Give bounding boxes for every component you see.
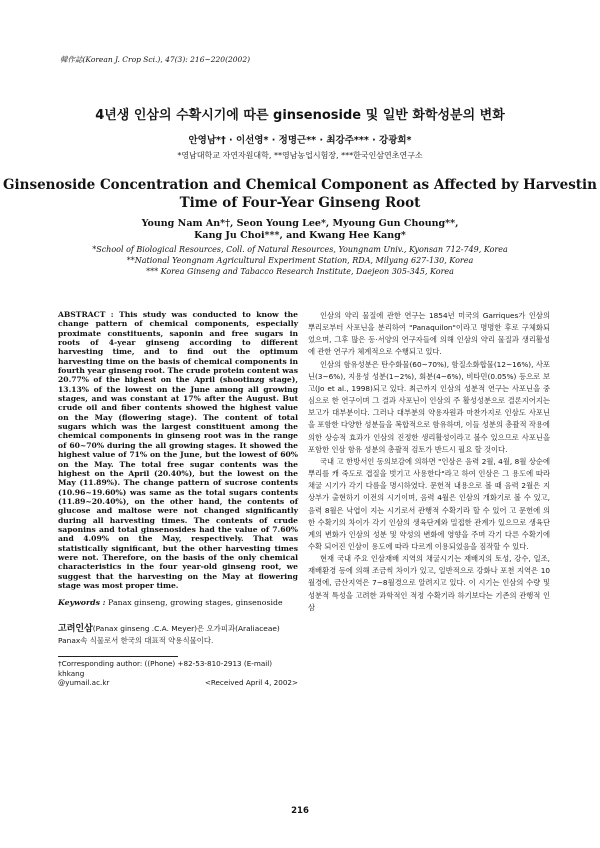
- body-paragraph: 국내 고 한방서인 동의보감에 의하면 "인삼은 음력 2월, 4월, 8월 상순에 뿌리를 캐 죽도로 겹질을 벗기고 사용한다"라고 하여 인삼은 그 용도에 따라 채굴 시기가 각기 다름을 명시하였다. 문헌적 내용으로 볼 때 음력 2월은 지상부가 출현하기 이전의 시기이며, 음력 4월은 인삼의 개화기로 볼 수 있고, 음력 8월은 낙엽이 지는 시기로서 관행적 수확기라 할 수 있어 고 문헌에 의한 수확기의 차이가 각기 인삼의 생육단계와 밀접한 관계가 있으므로 생육단계의 변화가 인삼의 성분 및 약성의 변화에 영향을 주며 각기 다른 수확기에 수확 되어진 인삼이 용도에 따라 다르게 이용되었음을 짐작할 수 있다.: [308, 456, 550, 551]
- intro-line2: Panax속 식물로서 한국의 대표적 약용식물이다.: [58, 636, 214, 646]
- journal-citation: 韓作誌(Korean J. Crop Sci.), 47(3): 216~220(2002): [60, 55, 251, 64]
- intro-paragraph: [58, 623, 298, 646]
- english-authors-line1: Young Nam An*†, Seon Young Lee*, Myoung Gun Choung**,: [141, 218, 459, 229]
- footnote-author: †Corresponding author: ((Phone) +82-53-810-2913 (E-mail) khkang: [58, 659, 273, 678]
- right-column: [308, 310, 550, 614]
- footnote-email: @yumail.ac.kr: [58, 678, 110, 688]
- footnote-divider: [58, 656, 178, 657]
- keywords: [58, 598, 298, 607]
- footnote: [58, 659, 298, 688]
- left-column: [58, 310, 298, 688]
- keywords-label: Keywords :: [58, 598, 106, 608]
- affiliation-line: *School of Biological Resources, Coll. of Natural Resources, Youngnam Univ., Kyonsan 712-749, Korea: [92, 245, 508, 254]
- english-affiliations: [0, 244, 600, 277]
- intro-line1: (Panax ginseng .C.A. Meyer)은 오가피과(Araliaceae): [92, 624, 280, 634]
- korean-authors: 안영남*† · 이선영* · 정명근** · 최강주*** · 강광희*: [188, 135, 412, 146]
- body-paragraph: 현재 국내 주요 인삼재배 지역의 채굴시기는 재배지의 토성, 강수, 일조, 재배환경 등에 의해 조금씩 차이가 있고, 일반적으로 강화나 포천 지역은 10월경에, 금산지역은 7~8월경으로 알려지고 있다. 이 시기는 인삼의 수량 및 성분적 특성을 고려한 과학적인 적정 수확기라 하기보다는 기존의 관행적 인삼: [308, 554, 550, 612]
- affiliation-line: **National Yeongnam Agricultural Experiment Station, RDA, Milyang 627-130, Korea: [126, 256, 474, 265]
- affiliation-line: *** Korea Ginseng and Tabacco Research Institute, Daejeon 305-345, Korea: [146, 267, 454, 276]
- english-title: Ginsenoside Concentration and Chemical Component as Affected by Harvestin Time of Four-Year Ginseng Root: [3, 177, 597, 211]
- korean-affiliations: *영남대학교 자연자원대학, **영남농업시험장, ***한국인삼연초연구소: [177, 151, 423, 160]
- received-date: <Received April 4, 2002>: [204, 678, 298, 688]
- korean-title: 4년생 인삼의 수확시기에 따른 ginsenoside 및 일반 화학성분의 변화: [95, 108, 505, 123]
- keywords-value: Panax ginseng, growing stages, ginsenoside: [108, 598, 283, 608]
- body-paragraph: 인삼의 약리 물질에 관한 연구는 1854년 미국의 Garriques가 인삼의 뿌리로부터 사포닌을 분리하여 "Panaquilon"이라고 명명한 후로 구체화되었으며, 그후 많은 동·서양의 연구자들에 의해 인삼의 약리 물질과 생리활성에 관한 연구가 체계적으로 수행되고 있다.: [308, 311, 550, 357]
- english-authors: [0, 218, 600, 242]
- abstract-label: ABSTRACT :: [58, 310, 114, 319]
- intro-lead-word: 고려인삼: [58, 624, 93, 635]
- body-paragraph: 인삼의 함유성분은 탄수화물(60~70%), 함질소화합물(12~16%), 사포닌(3~6%), 지용성 성분(1~2%), 회분(4~6%), 비타민(0.05%) 등으로 보고(Jo et al., 1998)되고 있다. 최근까지 인삼의 성분적 연구는 사포닌을 중심으로 한 연구이며 그 결과 사포닌이 인삼의 주 활성성분으로 결론지어지는 보고가 대부분이다. 그러나 대부분의 약용자원과 마찬가지로 인삼도 사포닌을 포함한 다양한 성분들을 복합적으로 함유하며, 이들 성분의 총괄적 작용에 의한 상승적 효과가 인삼의 진정한 생리활성이라고 볼수 있으므로 사포닌을 포함한 인삼 함유 성분의 총괄적 검토가 반드시 필요 할 것이다.: [308, 359, 550, 454]
- abstract-text: This study was conducted to know the change pattern of chemical components, especially proximate constituents, saponin and free sugars in roots of 4-year ginseng according to different harvesting time, and to find out the optimum harvesting time on the basis of chemical components in fourth year ginseng root. The crude protein content was 20.77% of the highest on the April (shootinzg stage), 13.13% of the lowest on the June among all growing stages, and was constant at 17% after the August. But crude oil and fiber contents showed the highest value on the May (flowering stage). The content of total sugars which was the largest constituent among the chemical components in ginseng root was in the range of 60~70% during the all growing stages. It showed the highest value of 71% on the June, but the lowest of 60% on the May. The total free sugar contents was the highest on the April (20.40%), but the lowest on the May (11.89%). The change pattern of sucrose contents (10.96~19.60%) was same as the total sugars contents (11.89~20.40%), on the other hand, the contents of glucose and maltose were not changed significantly during all harvesting times. The contents of crude saponins and total ginsenosides had the value of 7.60% and 4.09% on the May, respectively. That was statistically significant, but the other harvesting times were not. Therefore, on the basis of the only chemical characteristics in the four year-old ginseng root, we suggest that the harvesting on the May at flowering stage was most proper time.: [58, 310, 298, 590]
- abstract: [58, 310, 298, 590]
- english-authors-line2: Kang Ju Choi***, and Kwang Hee Kang*: [194, 230, 406, 241]
- page-number: 216: [291, 806, 309, 816]
